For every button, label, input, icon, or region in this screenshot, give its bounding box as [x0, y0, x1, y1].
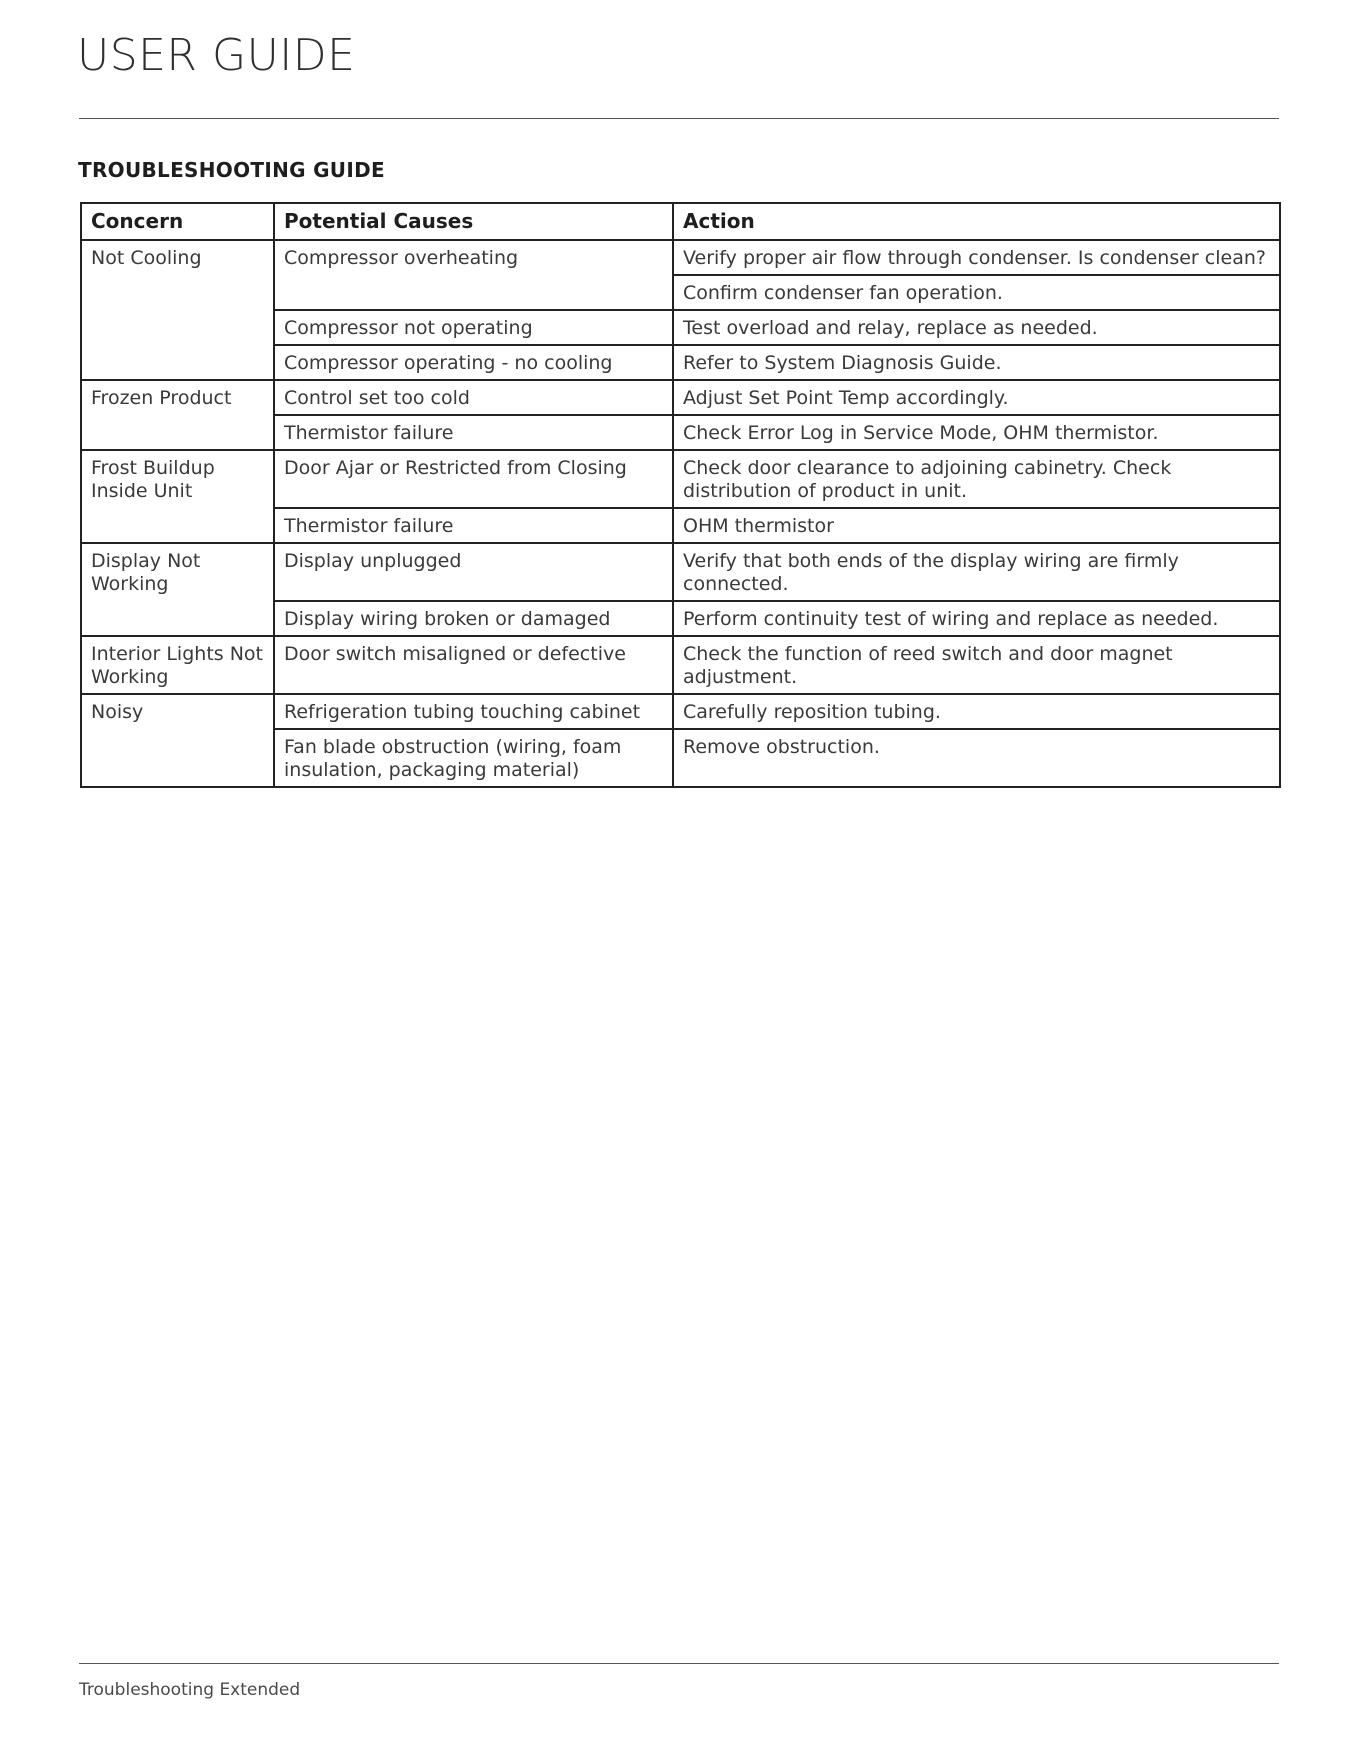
cause-cell: Refrigeration tubing touching cabinet	[274, 694, 673, 729]
cause-cell: Compressor not operating	[274, 310, 673, 345]
action-cell: Remove obstruction.	[673, 729, 1280, 787]
column-header-causes: Potential Causes	[274, 203, 673, 240]
cause-cell: Door Ajar or Restricted from Closing	[274, 450, 673, 508]
cause-cell: Display wiring broken or damaged	[274, 601, 673, 636]
concern-cell: Not Cooling	[81, 240, 274, 380]
action-cell: Verify proper air flow through condenser. Is condenser clean?	[673, 240, 1280, 275]
concern-cell: Frozen Product	[81, 380, 274, 450]
table-row	[81, 240, 1280, 275]
column-header-action: Action	[673, 203, 1280, 240]
action-cell: Test overload and relay, replace as needed.	[673, 310, 1280, 345]
table-row	[81, 636, 1280, 694]
footer-divider	[79, 1663, 1279, 1664]
action-cell: Refer to System Diagnosis Guide.	[673, 345, 1280, 380]
action-cell: Confirm condenser fan operation.	[673, 275, 1280, 310]
concern-cell: Display Not Working	[81, 543, 274, 636]
header-divider	[79, 118, 1279, 119]
action-cell: Check the function of reed switch and door magnet adjustment.	[673, 636, 1280, 694]
action-cell: Check door clearance to adjoining cabinetry. Check distribution of product in unit.	[673, 450, 1280, 508]
table-header-row	[81, 203, 1280, 240]
column-header-concern: Concern	[81, 203, 274, 240]
cause-cell: Compressor overheating	[274, 240, 673, 310]
action-cell: Perform continuity test of wiring and replace as needed.	[673, 601, 1280, 636]
concern-cell: Interior Lights Not Working	[81, 636, 274, 694]
concern-cell: Noisy	[81, 694, 274, 787]
cause-cell: Door switch misaligned or defective	[274, 636, 673, 694]
table-row	[81, 543, 1280, 601]
footer-text: Troubleshooting Extended	[79, 1680, 301, 1700]
cause-cell: Fan blade obstruction (wiring, foam insulation, packaging material)	[274, 729, 673, 787]
table-row	[81, 694, 1280, 729]
table-row	[81, 450, 1280, 508]
troubleshooting-table	[80, 202, 1281, 788]
table-row	[81, 380, 1280, 415]
cause-cell: Display unplugged	[274, 543, 673, 601]
cause-cell: Compressor operating - no cooling	[274, 345, 673, 380]
concern-cell: Frost Buildup Inside Unit	[81, 450, 274, 543]
cause-cell: Thermistor failure	[274, 508, 673, 543]
section-heading: TROUBLESHOOTING GUIDE	[78, 158, 385, 182]
cause-cell: Thermistor failure	[274, 415, 673, 450]
action-cell: OHM thermistor	[673, 508, 1280, 543]
action-cell: Verify that both ends of the display wiring are firmly connected.	[673, 543, 1280, 601]
cause-cell: Control set too cold	[274, 380, 673, 415]
page-title: USER GUIDE	[77, 30, 356, 81]
action-cell: Carefully reposition tubing.	[673, 694, 1280, 729]
action-cell: Adjust Set Point Temp accordingly.	[673, 380, 1280, 415]
action-cell: Check Error Log in Service Mode, OHM thermistor.	[673, 415, 1280, 450]
